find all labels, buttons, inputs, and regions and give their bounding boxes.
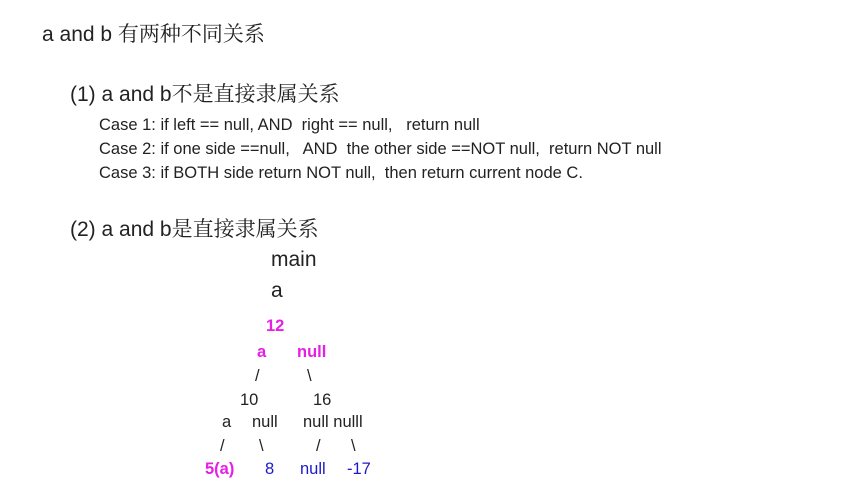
a-label: a (271, 279, 283, 302)
tree-root-value: 12 (266, 317, 285, 335)
case-2-text: Case 2: if one side ==null, AND the other side ==NOT null, return NOT null (99, 140, 662, 158)
tree-leaf-5a: 5(a) (205, 460, 235, 478)
tree-leaf-null: null (300, 460, 326, 478)
page-title: a and b 有两种不同关系 (42, 23, 265, 46)
tree-right-node-returns: null nulll (303, 413, 363, 431)
case-1-text: Case 1: if left == null, AND right == null, return null (99, 116, 480, 134)
tree-edge-left: / (255, 367, 260, 385)
tree-leaf-neg17: -17 (347, 460, 371, 478)
tree-left-node-right-return: null (252, 413, 278, 431)
section-2-heading: (2) a and b是直接隶属关系 (70, 218, 319, 241)
tree-ll-edge-right: \ (259, 437, 264, 455)
main-label: main (271, 248, 317, 271)
tree-ll-edge-left: / (220, 437, 225, 455)
tree-root-left-return: a (257, 343, 267, 361)
tree-rl-edge-right: \ (351, 437, 356, 455)
tree-leaf-8: 8 (265, 460, 275, 478)
tree-right-node: 16 (313, 391, 332, 409)
section-1-heading: (1) a and b不是直接隶属关系 (70, 83, 340, 106)
tree-rl-edge-left: / (316, 437, 321, 455)
tree-root-right-return: null (297, 343, 327, 361)
tree-edge-right: \ (307, 367, 312, 385)
case-3-text: Case 3: if BOTH side return NOT null, then return current node C. (99, 164, 583, 182)
tree-left-node: 10 (240, 391, 259, 409)
tree-left-node-left-return: a (222, 413, 232, 431)
